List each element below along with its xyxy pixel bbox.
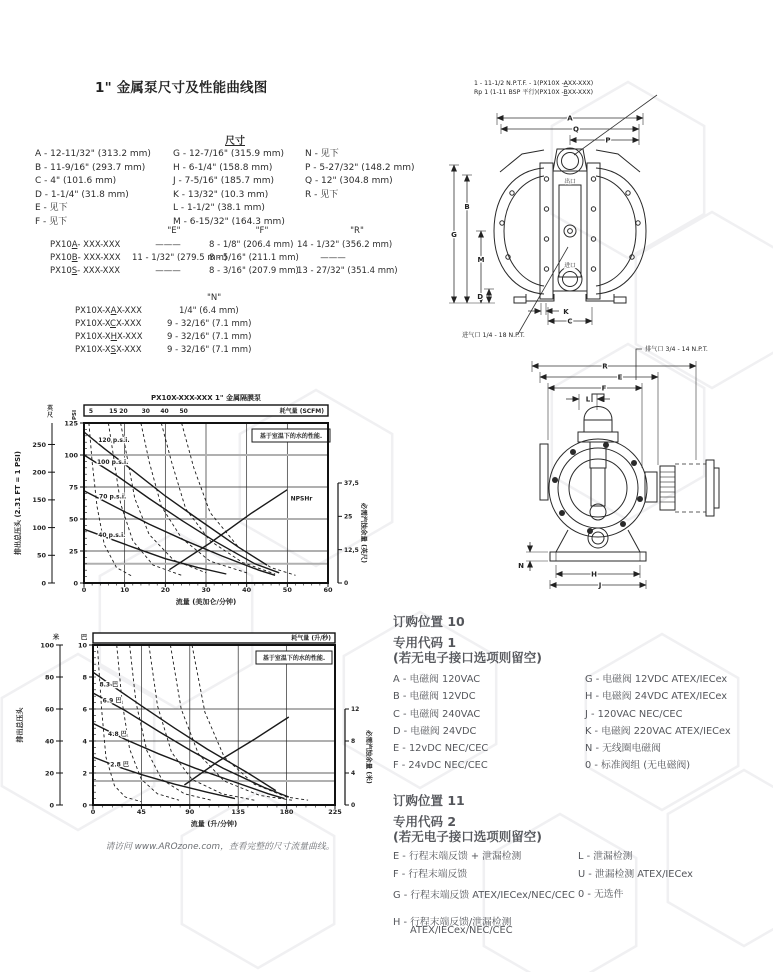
dim-Q: Q - 12" (304.8 mm) [305, 176, 393, 186]
svg-text:125: 125 [64, 419, 78, 428]
svg-text:PX10X-XXX-XXX 1" 金属隔膜泵: PX10X-XXX-XXX 1" 金属隔膜泵 [151, 394, 261, 402]
svg-text:100: 100 [32, 523, 46, 532]
efr-f-value: 8 - 5/16" (211.1 mm) [209, 253, 299, 263]
efr-row-model: PX10S- XXX-XXX [50, 266, 121, 276]
front-callout [474, 80, 657, 155]
option-item: H - 行程末端反馈/泄漏检测 [393, 917, 512, 928]
n-row-model: PX10X-XAX-XXX [75, 306, 142, 316]
svg-text:4: 4 [82, 737, 87, 746]
svg-text:6.9 巴: 6.9 巴 [102, 697, 122, 705]
order11-title: 订购位置 11 [393, 793, 465, 808]
option-item: G - 行程末端反馈 ATEX/IECex/NEC/CEC [393, 890, 575, 901]
svg-text:10: 10 [120, 586, 130, 594]
dim-B: B - 11-9/16" (293.7 mm) [35, 162, 146, 173]
svg-text:0: 0 [90, 808, 96, 816]
svg-text:50: 50 [282, 586, 292, 594]
svg-text:40 p.s.i.: 40 p.s.i. [98, 531, 126, 539]
dim-label-J: J [598, 581, 602, 590]
svg-text:100 p.s.i.: 100 p.s.i. [97, 458, 129, 466]
svg-text:基于室温下的水的性能.: 基于室温下的水的性能. [262, 654, 326, 662]
footer-note: 请访问 www.AROzone.com，查看完整的尺寸流量曲线。 [105, 842, 335, 852]
efr-header-e: "E" [167, 226, 181, 236]
svg-text:100: 100 [40, 641, 54, 650]
svg-text:耗气量 (升/秒): 耗气量 (升/秒) [291, 635, 331, 642]
option-item: J - 120VAC NEC/CEC [585, 708, 683, 720]
order10-title: 订购位置 10 [393, 614, 465, 629]
efr-r-value: 14 - 1/32" (356.2 mm) [297, 240, 393, 250]
svg-text:80: 80 [44, 673, 54, 682]
n-table-header: "N" [207, 293, 222, 303]
svg-text:120 p.s.i.: 120 p.s.i. [98, 437, 130, 445]
svg-text:排出总压头 (2.31 FT = 1 PSI): 排出总压头 (2.31 FT = 1 PSI) [14, 451, 22, 555]
pump-front-view [440, 75, 773, 347]
dimensions-col1 [35, 148, 151, 229]
svg-text:15: 15 [109, 408, 118, 415]
dim-C: C - 4" (101.6 mm) [35, 176, 117, 186]
order10-subtitle: 专用代码 1 [393, 635, 457, 650]
order11-options-right [578, 848, 768, 908]
side-callout [636, 345, 708, 380]
dim-label-Q: Q [573, 125, 579, 134]
dim-label-A: A [567, 114, 573, 123]
svg-text:4: 4 [351, 770, 356, 778]
svg-text:25: 25 [344, 513, 353, 521]
svg-text:0: 0 [344, 580, 349, 588]
svg-text:60: 60 [323, 586, 333, 594]
svg-text:100: 100 [64, 451, 78, 460]
option-item: L - 泄漏检测 [578, 851, 633, 862]
side-dimension-labels [518, 363, 623, 590]
pump-side-body [540, 394, 719, 561]
efr-e-value: 11 - 1/32" (279.5 mm) [132, 253, 228, 263]
page-title: 1" 金属泵尺寸及性能曲线图 [95, 80, 268, 96]
order10-options-right [585, 671, 731, 775]
svg-text:必需汽蚀余量 (英尺): 必需汽蚀余量 (英尺) [360, 502, 368, 564]
svg-text:20: 20 [44, 769, 54, 778]
svg-text:流量 (升/分钟): 流量 (升/分钟) [190, 820, 238, 828]
exhaust-label: 排气口 3/4 - 14 N.P.T. [645, 346, 708, 353]
svg-text:30: 30 [141, 408, 150, 415]
dim-M: M - 6-15/32" (164.3 mm) [173, 216, 285, 227]
efr-table [48, 226, 408, 284]
n-row-value: 1/4" (6.4 mm) [179, 306, 239, 316]
npt-callout-line1: 1 - 11-1/2 N.P.T.F. - 1(PX10X -AXX-XXX) [474, 80, 594, 87]
svg-text:米: 米 [52, 633, 60, 641]
order11-subtitle: 专用代码 2 [393, 814, 457, 829]
dim-A: A - 12-11/32" (313.2 mm) [35, 149, 151, 159]
svg-text:150: 150 [32, 496, 46, 505]
svg-text:必需汽蚀余量 (米): 必需汽蚀余量 (米) [365, 730, 373, 784]
svg-text:尺: 尺 [46, 412, 54, 419]
order10-options-left [393, 671, 488, 775]
efr-header-r: "R" [350, 226, 364, 236]
svg-text:流量 (美加仑/分钟): 流量 (美加仑/分钟) [175, 598, 237, 606]
dim-label-H: H [591, 570, 597, 579]
order10-note: (若无电子接口选项则留空) [393, 650, 542, 665]
dimensions-header: 尺寸 [225, 136, 245, 147]
n-row-model: PX10X-XSX-XXX [75, 345, 142, 355]
option-item: 0 - 无选件 [578, 889, 624, 900]
dim-R: R - 见下 [305, 189, 339, 200]
svg-text:75: 75 [68, 483, 78, 492]
dim-D: D - 1-1/4" (31.8 mm) [35, 189, 129, 200]
n-row-value: 9 - 32/16" (7.1 mm) [167, 332, 252, 342]
svg-text:0: 0 [41, 579, 46, 588]
svg-text:0: 0 [49, 801, 54, 810]
svg-text:50: 50 [36, 551, 46, 560]
dim-label-K: K [563, 308, 569, 316]
outlet-label: 出口 [564, 179, 576, 185]
efr-f-value: 8 - 1/8" (206.4 mm) [209, 240, 294, 250]
dimensions-col2 [173, 148, 285, 229]
option-item: 0 - 标准阀组 (无电磁阀) [585, 760, 691, 772]
dim-label-F: F [601, 384, 607, 393]
efr-header-f: "F" [255, 226, 269, 236]
option-item: B - 电磁阀 12VDC [393, 691, 476, 703]
dim-E: E - 见下 [35, 203, 68, 213]
dimensions-col3 [305, 148, 415, 202]
svg-text:37,5: 37,5 [344, 480, 359, 488]
efr-r-value: ——— [320, 253, 346, 263]
n-row-value: 9 - 32/16" (7.1 mm) [167, 319, 252, 329]
option-item: G - 电磁阀 12VDC ATEX/IECex [585, 674, 728, 685]
dim-label-B: B [464, 203, 470, 211]
efr-e-value: ——— [155, 240, 181, 250]
svg-text:45: 45 [136, 808, 146, 816]
option-item: K - 电磁阀 220VAC ATEX/IECex [585, 725, 731, 737]
svg-text:180: 180 [279, 808, 294, 816]
svg-text:200: 200 [32, 468, 46, 477]
dim-L: L - 1-1/2" (38.1 mm) [173, 203, 265, 213]
dim-H: H - 6-1/4" (158.8 mm) [173, 162, 273, 173]
dim-label-G: G [451, 231, 457, 239]
svg-text:0: 0 [81, 586, 87, 594]
svg-text:基于室温下的水的性能.: 基于室温下的水的性能. [259, 432, 323, 440]
dim-P: P - 5-27/32" (148.2 mm) [305, 162, 415, 173]
svg-text:60: 60 [44, 705, 54, 714]
option-item: C - 电磁阀 240VAC [393, 708, 481, 720]
svg-text:5: 5 [88, 408, 94, 415]
svg-text:2: 2 [82, 769, 87, 778]
order11-options-left [393, 848, 593, 943]
svg-text:250: 250 [32, 440, 46, 449]
dim-label-P: P [605, 136, 611, 145]
pump-front-body [494, 148, 646, 303]
svg-text:6: 6 [82, 705, 87, 714]
svg-text:70 p.s.i.: 70 p.s.i. [99, 493, 127, 501]
dim-K: K - 13/32" (10.3 mm) [173, 189, 269, 200]
svg-text:英: 英 [46, 405, 54, 412]
inlet-label: 进口 [564, 263, 576, 269]
svg-text:12,5: 12,5 [344, 546, 359, 554]
dim-label-D: D [477, 293, 483, 301]
svg-text:排出总压头: 排出总压头 [16, 707, 24, 743]
svg-text:225: 225 [328, 808, 342, 816]
dim-label-N: N [518, 562, 524, 570]
dim-G: G - 12-7/16" (315.9 mm) [173, 149, 285, 159]
dim-N: N - 见下 [305, 149, 339, 159]
svg-text:10: 10 [77, 641, 87, 650]
performance-chart-metric [8, 627, 378, 839]
svg-text:30: 30 [201, 586, 211, 594]
bsp-callout-line2: Rp 1 (1-11 BSP 平行)(PX10X -BXX-XXX) [474, 89, 594, 96]
option-item: D - 电磁阀 24VDC [393, 725, 477, 737]
dim-label-R: R [602, 362, 608, 371]
svg-text:8.3 巴: 8.3 巴 [99, 681, 119, 689]
n-row-value: 9 - 32/16" (7.1 mm) [167, 345, 252, 355]
efr-r-value: 13 - 27/32" (351.4 mm) [297, 266, 398, 276]
svg-text:4.8 巴: 4.8 巴 [108, 731, 127, 739]
svg-text:耗气量 (SCFM): 耗气量 (SCFM) [279, 408, 324, 415]
efr-row-model: PX10A- XXX-XXX [50, 240, 121, 250]
svg-text:2.8 巴: 2.8 巴 [110, 761, 129, 769]
svg-text:巴: 巴 [80, 633, 88, 641]
svg-text:90: 90 [185, 808, 195, 816]
efr-f-value: 8 - 3/16" (207.9 mm) [209, 266, 299, 276]
svg-text:25: 25 [68, 547, 78, 556]
performance-chart-imperial [8, 390, 378, 618]
pump-side-view [490, 340, 773, 605]
dim-label-M: M [477, 256, 485, 264]
option-item: H - 电磁阀 24VDC ATEX/IECex [585, 691, 728, 703]
svg-text:8: 8 [351, 738, 356, 746]
n-row-model: PX10X-XHX-XXX [75, 332, 143, 342]
option-item: F - 24vDC NEC/CEC [393, 760, 488, 772]
svg-text:PSI: PSI [72, 409, 78, 421]
option-item: E - 行程末端反馈 + 泄漏检测 [393, 851, 522, 862]
efr-row-model: PX10B- XXX-XXX [50, 253, 121, 263]
dim-label-C: C [567, 317, 573, 326]
svg-text:0: 0 [351, 802, 356, 810]
side-dimension-lines [526, 361, 696, 589]
dim-label-L: L [585, 395, 591, 404]
svg-text:40: 40 [242, 586, 252, 594]
svg-text:8: 8 [82, 673, 87, 682]
option-item: E - 12vDC NEC/CEC [393, 743, 489, 755]
option-item: F - 行程末端反馈 [393, 869, 468, 880]
dim-label-E: E [617, 373, 623, 382]
svg-text:40: 40 [44, 737, 54, 746]
n-table [75, 293, 315, 357]
svg-text:50: 50 [179, 408, 188, 415]
svg-text:0: 0 [82, 801, 87, 810]
option-item: U - 泄漏检测 ATEX/IECex [578, 869, 693, 880]
svg-text:40: 40 [160, 408, 169, 415]
option-item-continuation: ATEX/IECex/NEC/CEC [410, 925, 513, 936]
option-item: N - 无线圈电磁阀 [585, 743, 661, 755]
option-item: A - 电磁阀 120VAC [393, 674, 481, 685]
svg-text:NPSHr: NPSHr [290, 495, 313, 503]
dim-F: F - 见下 [35, 216, 68, 227]
svg-text:20: 20 [160, 586, 170, 594]
dim-J: J - 7-5/16" (185.7 mm) [173, 176, 274, 186]
svg-text:50: 50 [68, 515, 78, 524]
n-row-model: PX10X-XCX-XXX [75, 319, 142, 329]
svg-text:12: 12 [351, 706, 360, 714]
svg-text:135: 135 [231, 808, 245, 816]
air-inlet-label: 进气口 1/4 - 18 N.P.T. [462, 332, 525, 339]
svg-text:0: 0 [73, 579, 78, 588]
order11-note: (若无电子接口选项则留空) [393, 829, 542, 844]
svg-text:20: 20 [119, 408, 128, 415]
efr-e-value: ——— [155, 266, 181, 276]
